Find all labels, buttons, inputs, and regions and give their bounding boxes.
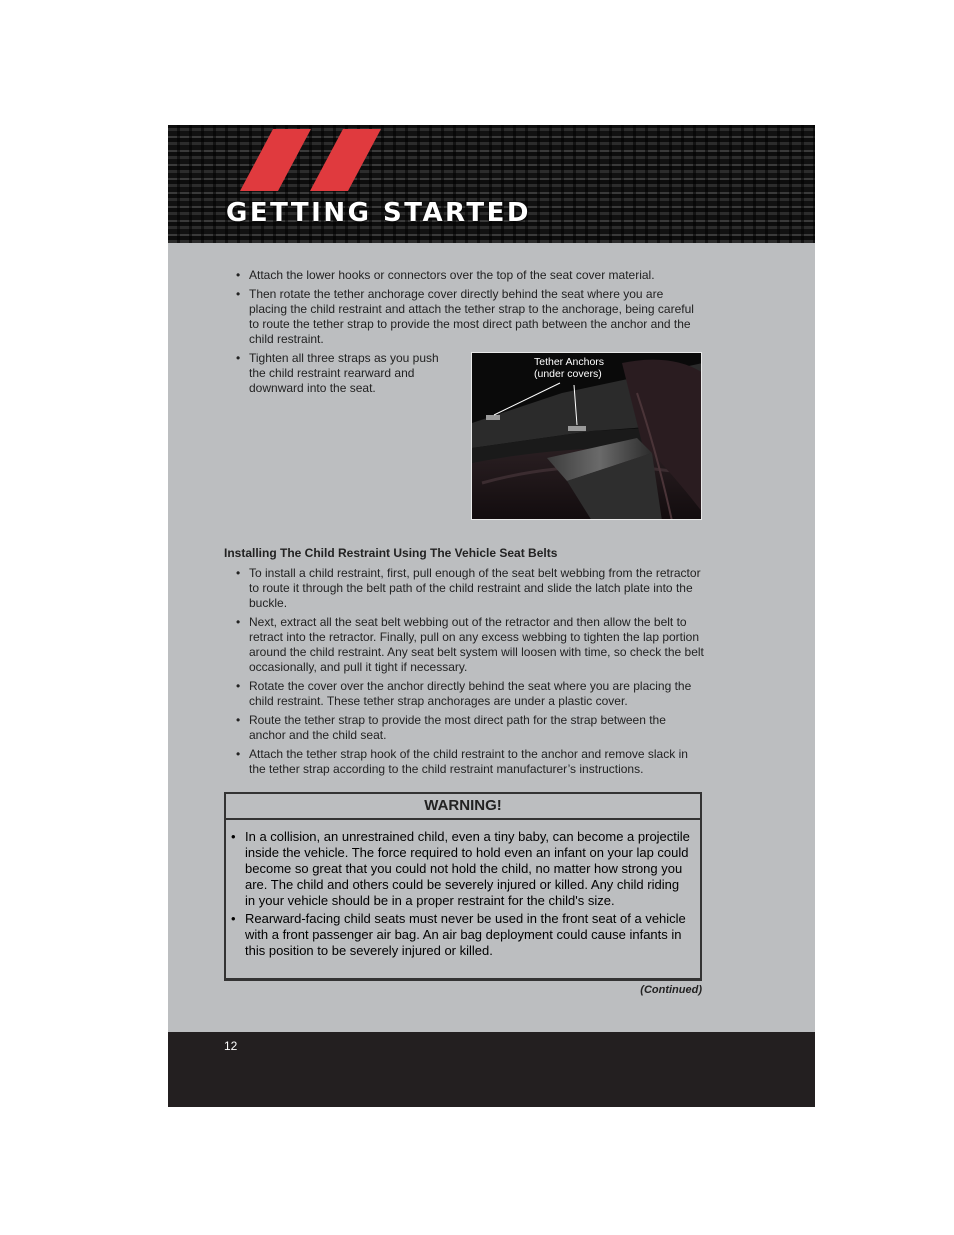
double-slash-stripes-icon (240, 129, 390, 193)
caption-line-1: Tether Anchors (534, 356, 605, 368)
page-title: GETTING STARTED (226, 198, 531, 228)
caption-line-2: (under covers) (534, 368, 602, 380)
section-text (224, 566, 704, 781)
continued-label: (Continued) (640, 984, 702, 996)
photo-caption (534, 356, 604, 380)
list-item: • Then rotate the tether anchorage cover directly behind the seat where you are placing the child restraint and attach the tether strap to the anchorage, being careful to route the tether strap to provide the most direct path between the anchor and the child restraint. (224, 287, 702, 347)
page-number: 12 (224, 1039, 238, 1053)
manual-page (168, 125, 815, 1107)
list-item: • Attach the tether strap hook of the child restraint to the anchor and remove slack in the tether strap according to the child restraint manufacturer’s instructions. (224, 747, 704, 777)
list-item: • Tighten all three straps as you push the child restraint rearward and downward into the seat. (224, 351, 449, 396)
list-item: • Next, extract all the seat belt webbing out of the retractor and then allow the belt to retract into the retractor. Finally, pull on any excess webbing to tighten the lap portion around the child restraint. Any seat belt system will loosen with time, so check the belt occasionally, and pull it tight if necessary. (224, 615, 704, 675)
list-item: • To install a child restraint, first, pull enough of the seat belt webbing from the retractor to route it through the belt path of the child restraint and slide the latch plate into the buckle. (224, 566, 704, 611)
list-item: • Rearward-facing child seats must never be used in the front seat of a vehicle with a front passenger air bag. An air bag deployment could cause infants in this position to be severely injured or killed. (226, 911, 690, 959)
list-item: • Rotate the cover over the anchor directly behind the seat where you are placing the child restraint. These tether strap anchorages are under a plastic cover. (224, 679, 704, 709)
page-footer (168, 1032, 815, 1107)
warning-bullet-list (226, 820, 700, 959)
section-bullet-list (224, 566, 704, 777)
list-item: • Route the tether strap to provide the most direct path for the strap between the anchor and the child seat. (224, 713, 704, 743)
tether-anchors-photo (471, 352, 702, 520)
section-heading: Installing The Child Restraint Using The Vehicle Seat Belts (224, 546, 558, 560)
list-item: • Attach the lower hooks or connectors over the top of the seat cover material. (224, 268, 702, 283)
warning-box (224, 792, 702, 981)
warning-title: WARNING! (226, 794, 700, 820)
list-item: • In a collision, an unrestrained child, even a tiny baby, can become a projectile inside the vehicle. The force required to hold even an infant on your lap could become so great that you could not hold the child, no matter how strong you are. The child and others could be severely injured or killed. Any child riding in your vehicle should be in a proper restraint for the child's size. (226, 829, 690, 909)
section-header (168, 125, 815, 243)
